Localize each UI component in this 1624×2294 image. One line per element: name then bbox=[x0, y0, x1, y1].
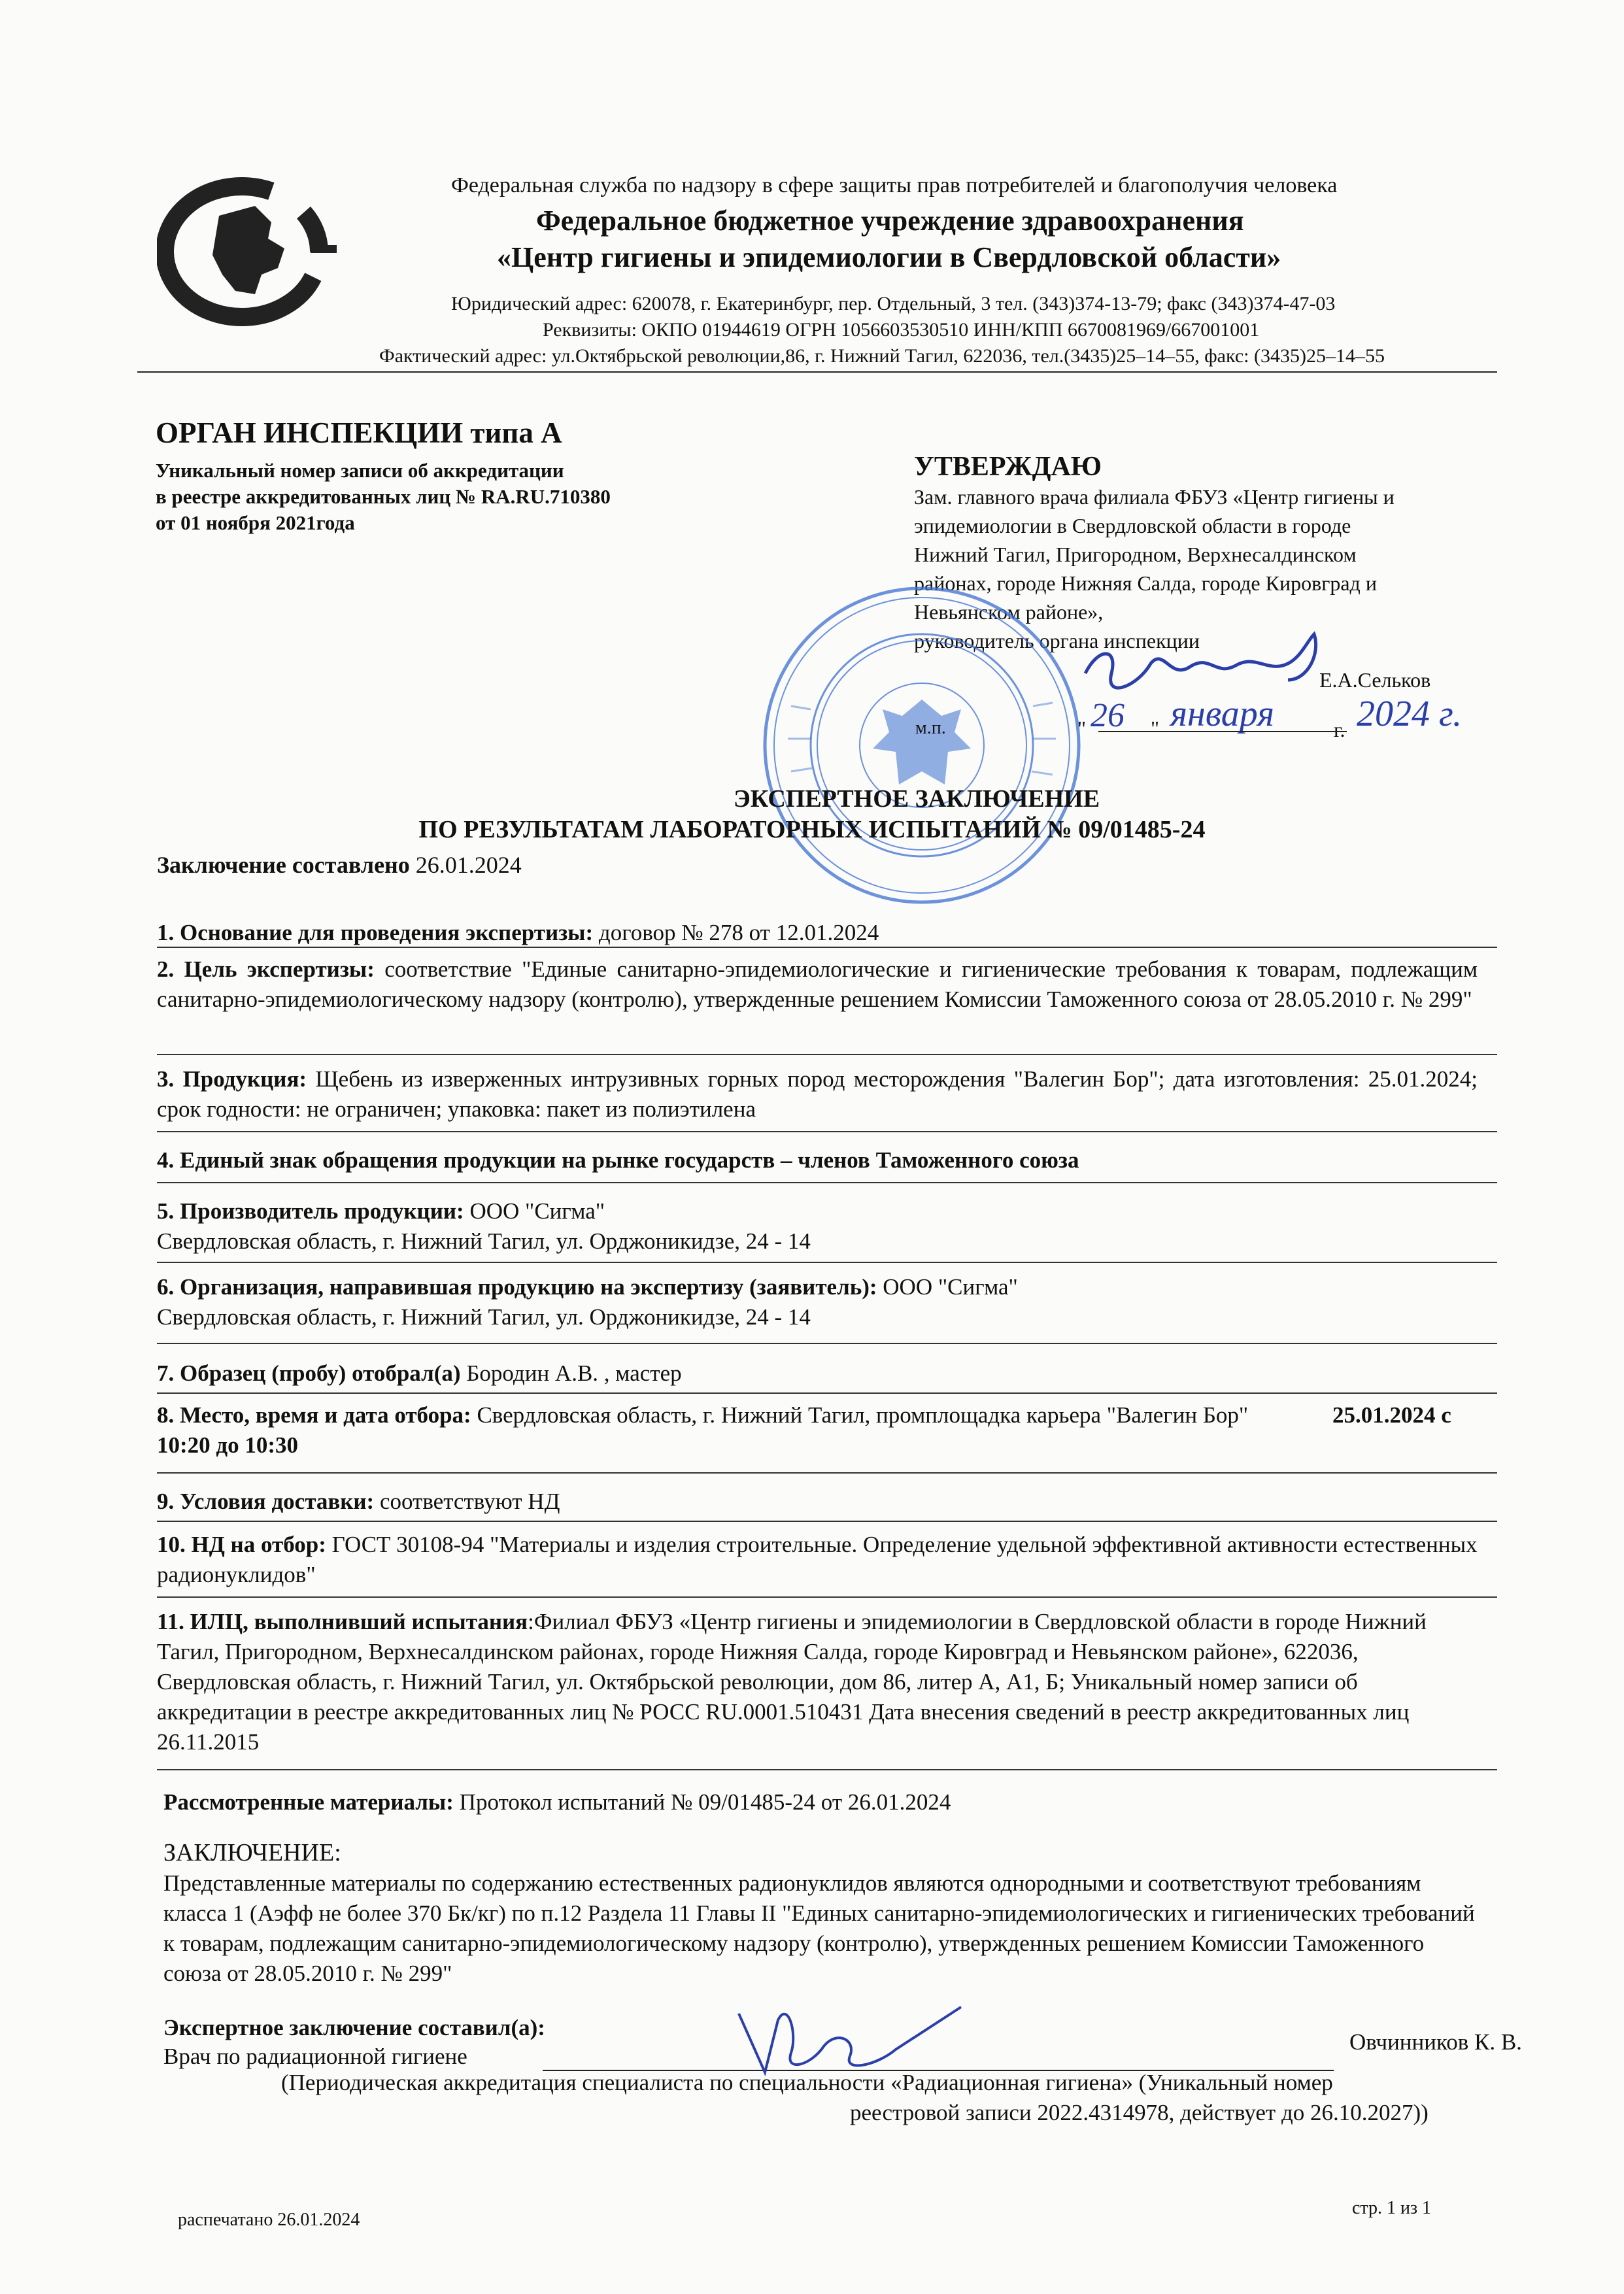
sampling-time: 25.01.2024 с 10:20 до 10:30 bbox=[157, 1402, 1451, 1458]
document-title-line1: ЭКСПЕРТНОЕ ЗАКЛЮЧЕНИЕ bbox=[733, 785, 1100, 813]
basis-label: 1. Основание для проведения экспертизы: bbox=[157, 920, 594, 945]
section-manufacturer bbox=[157, 1196, 1478, 1257]
product-label: 3. Продукция: bbox=[157, 1066, 307, 1092]
accreditation-line: от 01 ноября 2021года bbox=[156, 511, 355, 534]
section-divider bbox=[157, 1182, 1497, 1183]
product-value: Щебень из изверженных интрузивных горных пород месторождения "Валегин Бор"; дата изготовления: 25.01.2024; срок годности: не ограничен; упаковка: пакет из полиэтилена bbox=[157, 1066, 1478, 1122]
page-number: стр. 1 из 1 bbox=[1352, 2198, 1432, 2218]
purpose-value: соответствие "Единые санитарно-эпидемиологические и гигиенические требования к товарам, подлежащим санитарно-эпидемиологическому надзору (контролю), утвержденные решением Комиссии Таможенного союза от 28.05.2010 г. № 299" bbox=[157, 956, 1478, 1012]
laboratory-label: 11. ИЛЦ, выполнивший испытания bbox=[157, 1609, 528, 1634]
approval-date-quote-open: " bbox=[1077, 717, 1087, 740]
section-divider bbox=[157, 1596, 1497, 1598]
section-sampling-place bbox=[157, 1400, 1478, 1460]
section-conformity-mark bbox=[157, 1145, 1478, 1175]
section-divider bbox=[157, 1472, 1497, 1474]
section-divider bbox=[157, 1521, 1497, 1522]
approval-date-year: 2024 г. bbox=[1357, 694, 1463, 734]
section-sampler bbox=[157, 1358, 1478, 1389]
approval-line: Нижний Тагил, Пригородном, Верхнесалдинском bbox=[914, 543, 1357, 566]
sampling-standard-value: ГОСТ 30108-94 "Материалы и изделия строительные. Определение удельной эффективной активности естественных радионуклидов" bbox=[157, 1532, 1478, 1587]
section-divider bbox=[157, 947, 1497, 948]
reviewed-materials-label: Рассмотренные материалы: bbox=[163, 1789, 454, 1815]
legal-address: Юридический адрес: 620078, г. Екатеринбург, пер. Отдельный, 3 тел. (343)374-13-79; факс (343)374-47-03 bbox=[451, 293, 1336, 314]
conclusion-text: Представленные материалы по содержанию естественных радионуклидов являются однородными и соответствуют требованиям класса 1 (Аэфф не более 370 Бк/кг) по п.12 Раздела 11 Главы II "Единых санитарно-эпидемиологических и гигиенических требований к товарам, подлежащим санитарно-эпидемиологическому надзору (контролю), утвержденных решением Комиссии Таможенного союза от 28.05.2010 г. № 299" bbox=[163, 1870, 1475, 1986]
approver-name: Е.А.Сельков bbox=[1319, 668, 1431, 692]
purpose-label: 2. Цель экспертизы: bbox=[157, 956, 375, 982]
approval-line: Невьянском районе», bbox=[914, 600, 1104, 624]
accreditation-line: Уникальный номер записи об аккредитации bbox=[156, 459, 564, 482]
conclusion-colon: : bbox=[334, 1839, 341, 1866]
organization-logo bbox=[157, 177, 347, 327]
section-divider bbox=[157, 1343, 1497, 1344]
composed-line bbox=[157, 851, 522, 879]
approver-signature bbox=[1079, 628, 1327, 700]
approval-date-g: г. bbox=[1334, 718, 1345, 741]
section-sampling-standard bbox=[157, 1530, 1478, 1590]
expert-role: Врач по радиационной гигиене bbox=[163, 2044, 467, 2069]
document-title-line2: ПО РЕЗУЛЬТАТАМ ЛАБОРАТОРНЫХ ИСПЫТАНИЙ № 09/01485-24 bbox=[418, 816, 1206, 843]
expert-composed-label: Экспертное заключение составил(а): bbox=[163, 2015, 545, 2040]
laboratory-value: :Филиал ФБУЗ «Центр гигиены и эпидемиологии в Свердловской области в городе Нижний Тагил, Пригородном, Верхнесалдинском районах, городе Нижняя Салда, городе Кировград и Невьянском районе», 622036, Свердловская область, г. Нижний Тагил, ул. Октябрьской революции, дом 86, литер А, А1, Б; Уникальный номер записи об аккредитации в реестре аккредитованных лиц № РОСС RU.0001.510431 Дата внесения сведений в реестр аккредитованных лиц 26.11.2015 bbox=[157, 1609, 1427, 1755]
manufacturer-address: Свердловская область, г. Нижний Тагил, ул. Орджоникидзе, 24 - 14 bbox=[157, 1228, 811, 1254]
section-divider bbox=[157, 1262, 1497, 1263]
conformity-mark-label: 4. Единый знак обращения продукции на рынке государств – членов Таможенного союза bbox=[157, 1147, 1079, 1173]
section-divider bbox=[157, 1131, 1497, 1132]
header-divider bbox=[137, 371, 1497, 373]
sampling-standard-label: 10. НД на отбор: bbox=[157, 1532, 326, 1557]
actual-address: Фактический адрес: ул.Октябрьской революции,86, г. Нижний Тагил, 622036, тел.(3435)25–14–55, факс: (3435)25–14–55 bbox=[379, 345, 1385, 367]
agency-name: Федеральная служба по надзору в сфере защиты прав потребителей и благополучия человека bbox=[451, 173, 1338, 197]
manufacturer-label: 5. Производитель продукции: bbox=[157, 1198, 464, 1224]
inspection-body-title: ОРГАН ИНСПЕКЦИИ типа А bbox=[156, 416, 562, 449]
approval-heading: УТВЕРЖДАЮ bbox=[914, 452, 1102, 482]
section-laboratory bbox=[157, 1607, 1478, 1757]
reviewed-materials-value: Протокол испытаний № 09/01485-24 от 26.01.2024 bbox=[459, 1789, 951, 1815]
conclusion-heading-line bbox=[163, 1838, 341, 1867]
section-product bbox=[157, 1064, 1478, 1124]
requisites: Реквизиты: ОКПО 01944619 ОГРН 1056603530510 ИНН/КПП 6670081969/667001001 bbox=[543, 319, 1260, 341]
composed-label: Заключение составлено bbox=[157, 852, 410, 878]
section-divider bbox=[157, 1769, 1497, 1770]
applicant-value: ООО "Сигма" bbox=[883, 1274, 1018, 1300]
section-purpose bbox=[157, 954, 1478, 1015]
approval-line: эпидемиологии в Свердловской области в городе bbox=[914, 514, 1351, 537]
section-divider bbox=[157, 1392, 1497, 1394]
conclusion-heading: ЗАКЛЮЧЕНИЕ bbox=[163, 1839, 335, 1866]
approval-line: руководитель органа инспекции bbox=[914, 629, 1200, 652]
printed-date: распечатано 26.01.2024 bbox=[178, 2210, 360, 2230]
accreditation-info bbox=[156, 458, 611, 536]
expert-accreditation-line2: реестровой записи 2022.4314978, действует до 26.10.2027)) bbox=[850, 2100, 1429, 2125]
manufacturer-value: ООО "Сигма" bbox=[469, 1198, 605, 1224]
applicant-label: 6. Организация, направившая продукцию на экспертизу (заявитель): bbox=[157, 1274, 877, 1300]
approval-date-quote-close: " bbox=[1151, 717, 1160, 740]
approval-line: районах, городе Нижняя Салда, городе Кировград и bbox=[914, 571, 1377, 595]
section-delivery bbox=[157, 1487, 1478, 1517]
institution-title-line1: Федеральное бюджетное учреждение здравоохранения bbox=[536, 205, 1244, 237]
stamp-place-label: м.п. bbox=[915, 718, 946, 738]
sampler-value: Бородин А.В. , мастер bbox=[466, 1360, 682, 1386]
composed-date: 26.01.2024 bbox=[415, 852, 522, 878]
basis-value: договор № 278 от 12.01.2024 bbox=[598, 920, 879, 945]
applicant-address: Свердловская область, г. Нижний Тагил, ул. Орджоникидзе, 24 - 14 bbox=[157, 1304, 811, 1330]
approval-line: Зам. главного врача филиала ФБУЗ «Центр гигиены и bbox=[914, 485, 1395, 509]
institution-title-line2: «Центр гигиены и эпидемиологии в Свердловской области» bbox=[497, 241, 1281, 273]
section-basis bbox=[157, 918, 1478, 948]
date-underline bbox=[1098, 731, 1347, 732]
delivery-value: соответствуют НД bbox=[379, 1489, 560, 1514]
sampler-label: 7. Образец (пробу) отобрал(а) bbox=[157, 1360, 461, 1386]
reviewed-materials bbox=[163, 1787, 1484, 1817]
expert-accreditation-line1: (Периодическая аккредитация специалиста по специальности «Радиационная гигиена» (Уникальный номер bbox=[281, 2070, 1333, 2095]
accreditation-line: в реестре аккредитованных лиц № RA.RU.710380 bbox=[156, 485, 611, 508]
section-applicant bbox=[157, 1272, 1478, 1332]
section-divider bbox=[157, 1054, 1497, 1055]
expert-name: Овчинников К. В. bbox=[1349, 2029, 1522, 2055]
sampling-place-value: Свердловская область, г. Нижний Тагил, промплощадка карьера "Валегин Бор" bbox=[477, 1402, 1249, 1428]
approval-date-day: 26 bbox=[1091, 697, 1125, 734]
official-stamp bbox=[752, 575, 1092, 915]
delivery-label: 9. Условия доставки: bbox=[157, 1489, 375, 1514]
sampling-place-label: 8. Место, время и дата отбора: bbox=[157, 1402, 471, 1428]
approval-date-month: января bbox=[1170, 694, 1275, 734]
